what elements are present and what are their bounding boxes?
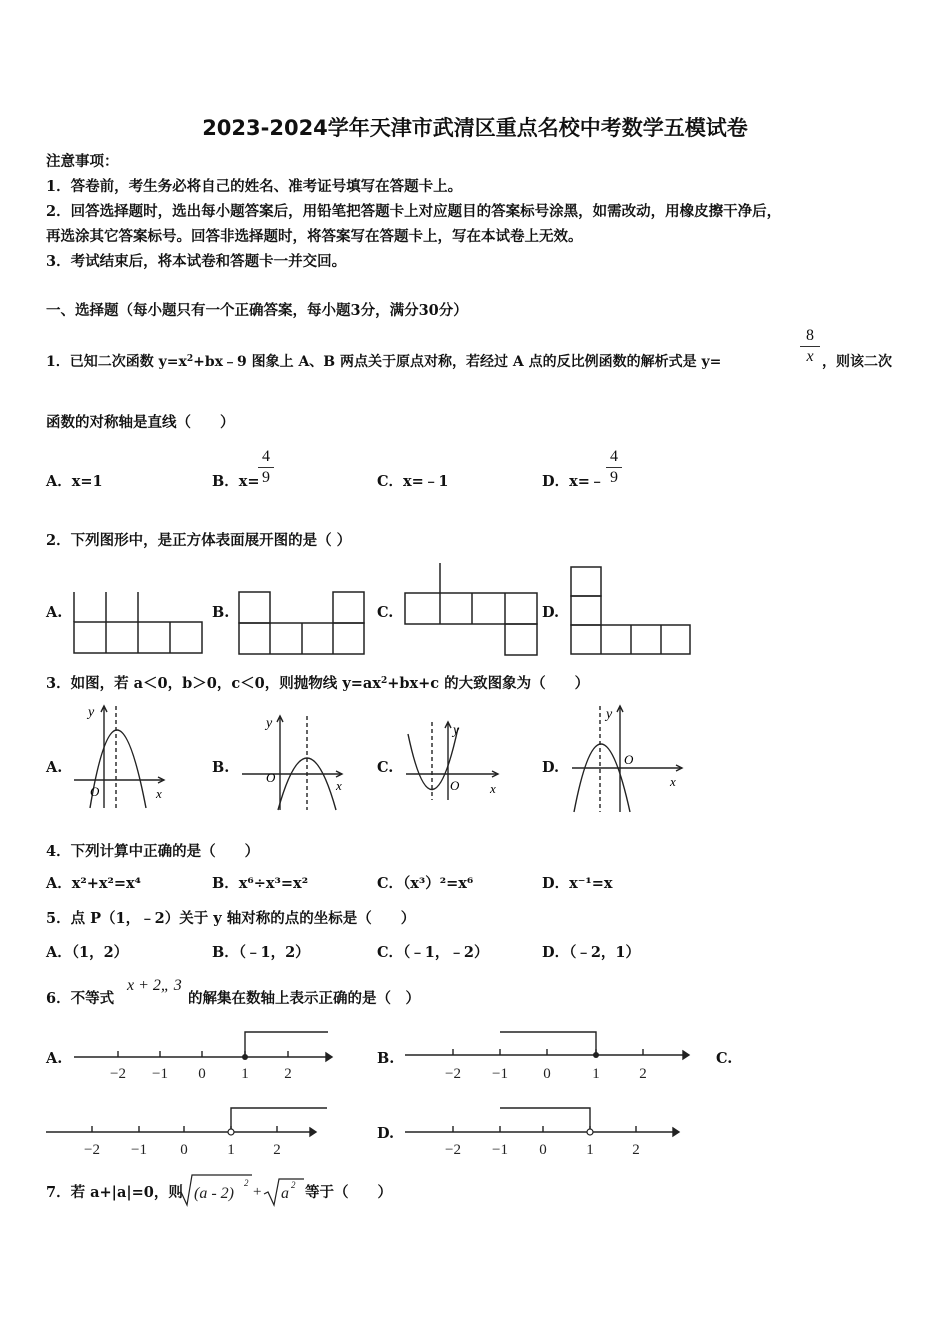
q6-label-b: B.: [377, 1050, 395, 1067]
tick-label: 1: [586, 1142, 594, 1158]
q4-option-c: C．（x³）²=x⁶: [377, 875, 474, 892]
q1-stem: 1．已知二次函数 $y=x^2+bx﹣9$ 图象上 A、B 两点关于原点对称，若经过 A 点的反比例函数的解析式是 y=: [46, 354, 722, 370]
notice-line-2a: 2．回答选择题时，选出每小题答案后，用铅笔把答题卡上对应题目的答案标号涂黑，如需改动，用橡皮擦干净后，: [46, 203, 782, 220]
q1-option-c: C．x=﹣1: [377, 473, 449, 490]
q3-b-y-label: y: [266, 716, 273, 731]
q1-stem-2: 函数的对称轴是直线（ ）: [46, 414, 235, 431]
q6-stem-b: 的解集在数轴上表示正确的是（ ）: [188, 990, 420, 1007]
q5-option-d: D．（﹣2，1）: [542, 944, 641, 961]
q6-numberline-b: [403, 1030, 693, 1086]
q2-net-b: [239, 592, 367, 656]
tick-label: 1: [592, 1066, 600, 1082]
q5-option-c: C．（﹣1，﹣2）: [377, 944, 489, 961]
notice-line-3: 3．考试结束后，将本试卷和答题卡一并交回。: [46, 253, 347, 270]
q3-c-y-label: y: [453, 723, 460, 738]
q7-stem-b: 等于（ ）: [305, 1184, 392, 1201]
q1-stem-end: ，则该二次: [822, 354, 892, 370]
q3-graph-d: [568, 702, 688, 814]
q1-option-b: B．x=: [212, 473, 260, 490]
q2-net-c: [405, 563, 540, 657]
q7-expr1: (a - 2): [194, 1185, 234, 1202]
q1-option-d: D．x=﹣: [542, 473, 605, 490]
q6-numberline-a: [70, 1030, 332, 1086]
q6-label-c: C.: [716, 1050, 733, 1067]
tick-label: 2: [284, 1066, 292, 1082]
q7-stem-a: 7．若 a+|a|=0，则: [46, 1184, 183, 1201]
notice-line-1: 1．答卷前，考生务必将自己的姓名、准考证号填写在答题卡上。: [46, 178, 463, 195]
q2-label-d: D.: [542, 604, 560, 621]
tick-label: −2: [84, 1142, 100, 1158]
tick-label: 0: [198, 1066, 206, 1082]
q1-option-b-fraction: 4 9: [258, 448, 274, 487]
q6-numberline-c: [44, 1104, 334, 1160]
q4-option-b: B．x⁶÷x³=x²: [212, 875, 309, 892]
q3-label-b: B.: [212, 759, 230, 776]
q6-inequality: x + 2„ 3: [127, 977, 182, 994]
q3-d-y-label: y: [606, 707, 613, 722]
page-title: 2023-2024学年天津市武清区重点名校中考数学五模试卷: [202, 116, 748, 140]
q5-option-a: A．（1，2）: [46, 944, 129, 961]
q4-option-d: D．x⁻¹=x: [542, 875, 613, 892]
q3-stem: 3．如图，若 a＜0，b＞0，c＜0，则抛物线 $y=ax^2+bx+c$ 的大致图象为（ ）: [46, 675, 590, 692]
tick-label: −2: [445, 1142, 461, 1158]
q5-option-b: B．（﹣1，2）: [212, 944, 310, 961]
q3-graph-b: [240, 712, 348, 812]
q3-b-x-label: x: [336, 778, 342, 793]
tick-label: −1: [152, 1066, 168, 1082]
q2-net-d: [571, 567, 693, 657]
q4-option-a: A．x²+x²=x⁴: [46, 875, 142, 892]
q7-radical-expression: [176, 1172, 306, 1208]
q2-label-c: C.: [377, 604, 394, 621]
tick-label: 2: [273, 1142, 281, 1158]
tick-label: −2: [445, 1066, 461, 1082]
q2-label-b: B.: [212, 604, 230, 621]
tick-label: 1: [241, 1066, 249, 1082]
q3-c-origin-label: O: [450, 778, 460, 793]
q3-a-origin-label: O: [90, 784, 100, 799]
q5-stem: 5．点 P（1，﹣2）关于 y 轴对称的点的坐标是（ ）: [46, 910, 416, 927]
q7-expr2: a: [281, 1185, 289, 1202]
q2-net-a: [74, 592, 204, 656]
notice-line-2b: 再选涂其它答案标号。回答非选择题时，将答案写在答题卡上，写在本试卷上无效。: [46, 228, 583, 245]
q4-stem: 4．下列计算中正确的是（ ）: [46, 843, 260, 860]
section-heading: 一、选择题（每小题只有一个正确答案，每小题3分，满分30分）: [46, 302, 468, 319]
tick-label: 2: [632, 1142, 640, 1158]
q3-d-x-label: x: [670, 774, 676, 789]
tick-label: −1: [492, 1066, 508, 1082]
q6-label-a: A.: [46, 1050, 63, 1067]
q1-option-d-fraction: 4 9: [606, 448, 622, 487]
tick-label: −1: [131, 1142, 147, 1158]
tick-label: 1: [227, 1142, 235, 1158]
tick-label: 0: [543, 1066, 551, 1082]
q2-label-a: A.: [46, 604, 63, 621]
q3-a-y-label: y: [88, 705, 95, 720]
q1-option-a: A．x=1: [46, 473, 103, 490]
q1-fraction: 8 x: [800, 327, 820, 366]
q3-a-x-label: x: [156, 786, 162, 801]
q3-c-x-label: x: [490, 781, 496, 796]
tick-label: −2: [110, 1066, 126, 1082]
q3-label-a: A.: [46, 759, 63, 776]
q2-stem: 2．下列图形中，是正方体表面展开图的是（ ）: [46, 532, 352, 549]
q7-plus: +: [253, 1184, 262, 1200]
q6-numberline-d: [403, 1104, 688, 1160]
tick-label: −1: [492, 1142, 508, 1158]
tick-label: 2: [639, 1066, 647, 1082]
notice-heading: 注意事项：: [46, 153, 119, 170]
q3-b-origin-label: O: [266, 770, 276, 785]
tick-label: 0: [180, 1142, 188, 1158]
q7-expr1-exponent: 2: [244, 1178, 249, 1188]
q6-label-d: D.: [377, 1125, 395, 1142]
q7-expr2-exponent: 2: [291, 1180, 296, 1190]
q3-label-d: D.: [542, 759, 560, 776]
q3-graph-a: [72, 702, 172, 812]
q3-graph-c: [404, 718, 504, 802]
q3-label-c: C.: [377, 759, 394, 776]
tick-label: 0: [539, 1142, 547, 1158]
q6-stem-a: 6．不等式: [46, 990, 115, 1007]
q3-d-origin-label: O: [624, 752, 634, 767]
